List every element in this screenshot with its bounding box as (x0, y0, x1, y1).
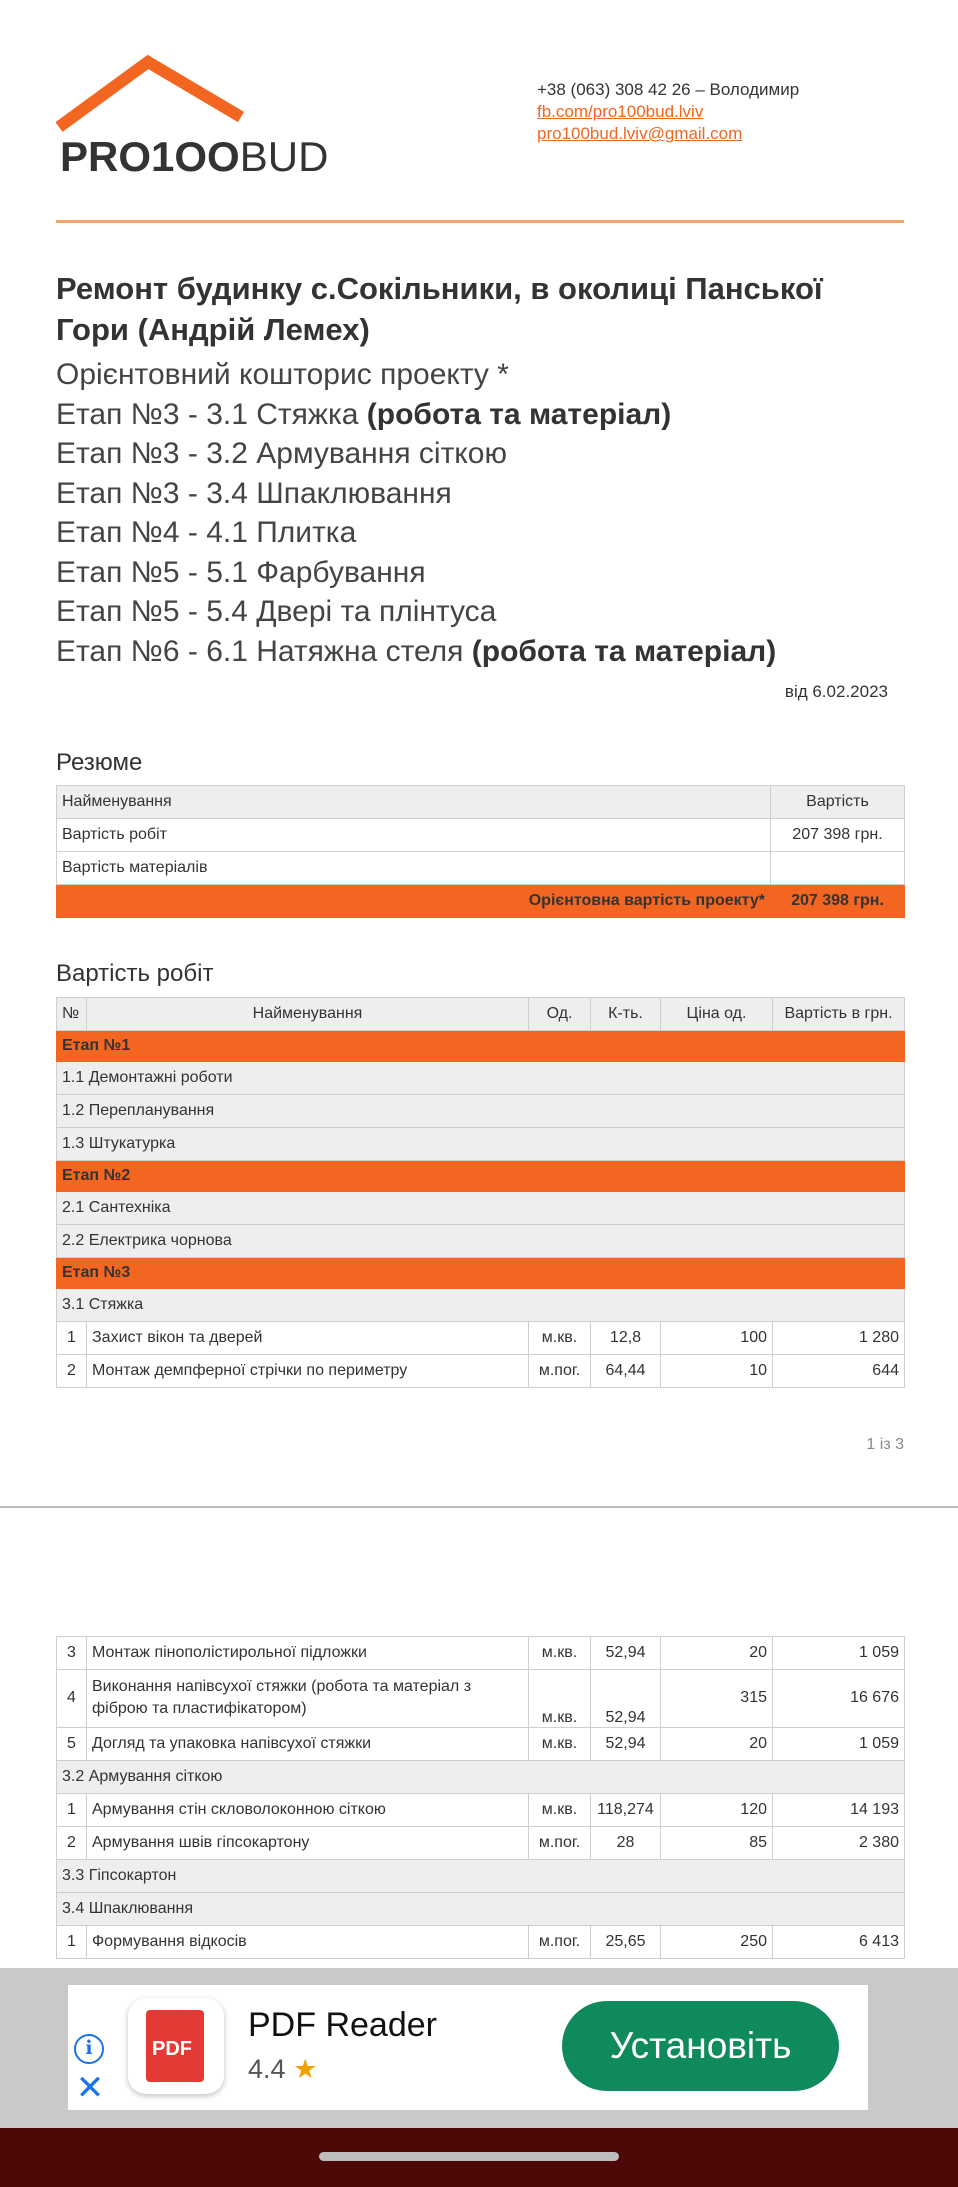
stage-line-text: Етап №5 - 5.4 Двері та плінтуса (56, 595, 497, 628)
item-cost: 1 059 (773, 1636, 905, 1669)
stage-line-text: Орієнтовний кошторис проекту * (56, 358, 509, 391)
item-name: Формування відкосів (87, 1925, 529, 1958)
item-name: Догляд та упаковка напівсухої стяжки (87, 1727, 529, 1760)
item-num: 1 (57, 1322, 87, 1355)
company-logo (56, 55, 336, 180)
stage-title: Етап №2 (57, 1161, 905, 1192)
item-qty: 25,65 (591, 1925, 661, 1958)
subsection-title: 3.4 Шпаклювання (57, 1892, 905, 1925)
item-qty: 64,44 (591, 1355, 661, 1388)
item-name: Захист вікон та дверей (87, 1322, 529, 1355)
work-item-row (57, 1826, 905, 1859)
subsection-row (57, 1062, 905, 1095)
work-item-row (57, 1355, 905, 1388)
stage-line-text: Етап №4 - 4.1 Плитка (56, 516, 357, 549)
summary-row (57, 819, 905, 852)
estimate-stage-line (56, 592, 916, 632)
logo-bold-text: PRO1OO (60, 133, 240, 180)
work-item-row (57, 1669, 905, 1727)
work-item-row (57, 1727, 905, 1760)
stage-line-text: Етап №5 - 5.1 Фарбування (56, 555, 426, 589)
item-unit: м.пог. (529, 1826, 591, 1859)
item-unit: м.кв. (529, 1669, 591, 1727)
stage-row (57, 1031, 905, 1062)
summary-col-name: Найменування (57, 786, 771, 819)
stage-title: Етап №3 (57, 1258, 905, 1289)
home-gesture-handle[interactable] (319, 2152, 619, 2161)
summary-col-cost: Вартість (771, 786, 905, 819)
item-num: 4 (57, 1669, 87, 1727)
summary-total-row (57, 885, 905, 918)
ad-rating (248, 2054, 317, 2085)
col-qty: К-ть. (591, 998, 661, 1031)
work-item-row (57, 1636, 905, 1669)
item-price: 20 (661, 1636, 773, 1669)
close-icon[interactable]: ✕ (75, 2069, 105, 2107)
item-num: 1 (57, 1925, 87, 1958)
item-qty: 52,94 (591, 1669, 661, 1727)
summary-row-label: Вартість матеріалів (57, 852, 771, 885)
install-button[interactable]: Установіть (562, 2001, 839, 2091)
subsection-row (57, 1289, 905, 1322)
item-qty: 12,8 (591, 1322, 661, 1355)
item-unit: м.кв. (529, 1793, 591, 1826)
work-item-row (57, 1925, 905, 1958)
item-name: Монтаж пінополістирольної підложки (87, 1636, 529, 1669)
document-page-2 (0, 1508, 958, 1968)
stage-row (57, 1258, 905, 1289)
estimate-stage-line (56, 355, 916, 395)
subsection-title: 3.3 Гіпсокартон (57, 1859, 905, 1892)
estimate-stage-line (56, 632, 916, 672)
item-unit: м.кв. (529, 1636, 591, 1669)
pdf-app-icon[interactable] (128, 1998, 224, 2094)
item-num: 5 (57, 1727, 87, 1760)
works-header-row (57, 998, 905, 1031)
pdf-icon-label: PDF (152, 2038, 192, 2060)
summary-total-label: Орієнтовна вартість проекту* (57, 885, 771, 918)
subsection-title: 1.3 Штукатурка (57, 1128, 905, 1161)
subsection-row (57, 1095, 905, 1128)
subsection-row (57, 1760, 905, 1793)
estimate-stage-line (56, 553, 916, 593)
item-price: 250 (661, 1925, 773, 1958)
item-name: Монтаж демпферної стрічки по периметру (87, 1355, 529, 1388)
summary-total-value: 207 398 грн. (771, 885, 905, 918)
item-qty: 28 (591, 1826, 661, 1859)
item-price: 100 (661, 1322, 773, 1355)
item-name: Виконання напівсухої стяжки (робота та матеріал з фіброю та пластифікатором) (87, 1669, 529, 1727)
subsection-row (57, 1192, 905, 1225)
header-divider (56, 220, 904, 223)
estimate-stage-line (56, 474, 916, 514)
summary-row-label: Вартість робіт (57, 819, 771, 852)
item-qty: 52,94 (591, 1636, 661, 1669)
subsection-row (57, 1892, 905, 1925)
subsection-row (57, 1859, 905, 1892)
item-cost: 6 413 (773, 1925, 905, 1958)
work-item-row (57, 1322, 905, 1355)
stage-title: Етап №1 (57, 1031, 905, 1062)
item-name: Армування стін скловолоконною сіткою (87, 1793, 529, 1826)
item-cost: 1 059 (773, 1727, 905, 1760)
col-unit: Од. (529, 998, 591, 1031)
subsection-row (57, 1225, 905, 1258)
col-num: № (57, 998, 87, 1031)
stage-line-text: Етап №3 - 3.2 Армування сіткою (56, 437, 507, 470)
work-item-row (57, 1793, 905, 1826)
logo-thin-text: BUD (239, 133, 329, 180)
item-cost: 16 676 (773, 1669, 905, 1727)
stage-row (57, 1161, 905, 1192)
summary-table (56, 785, 905, 918)
star-icon: ★ (293, 2054, 318, 2084)
summary-header-row (57, 786, 905, 819)
col-cost: Вартість в грн. (773, 998, 905, 1031)
page-counter: 1 із 3 (866, 1436, 904, 1453)
works-table (56, 997, 905, 1388)
item-price: 20 (661, 1727, 773, 1760)
email-link[interactable]: pro100bud.lviv@gmail.com (537, 124, 743, 143)
subsection-title: 1.2 Перепланування (57, 1095, 905, 1128)
item-num: 3 (57, 1636, 87, 1669)
works-heading: Вартість робіт (56, 960, 214, 987)
estimate-stage-line (56, 513, 916, 553)
item-price: 85 (661, 1826, 773, 1859)
subsection-title: 2.2 Електрика чорнова (57, 1225, 905, 1258)
ad-app-name[interactable]: PDF Reader (248, 2006, 437, 2044)
item-unit: м.пог. (529, 1925, 591, 1958)
item-name: Армування швів гіпсокартону (87, 1826, 529, 1859)
item-cost: 644 (773, 1355, 905, 1388)
subsection-title: 2.1 Сантехніка (57, 1192, 905, 1225)
item-num: 2 (57, 1355, 87, 1388)
item-qty: 52,94 (591, 1727, 661, 1760)
item-cost: 14 193 (773, 1793, 905, 1826)
document-date: від 6.02.2023 (784, 682, 888, 701)
item-unit: м.кв. (529, 1322, 591, 1355)
subsection-title: 3.2 Армування сіткою (57, 1760, 905, 1793)
item-unit: м.кв. (529, 1727, 591, 1760)
estimate-stage-list (56, 355, 916, 671)
col-name: Найменування (87, 998, 529, 1031)
item-cost: 2 380 (773, 1826, 905, 1859)
roof-icon (56, 55, 256, 135)
item-price: 315 (661, 1669, 773, 1727)
summary-heading: Резюме (56, 749, 143, 776)
stage-line-note: (робота та матеріал) (471, 634, 777, 668)
stage-line-text: Етап №3 - 3.1 Стяжка (56, 397, 367, 431)
document-title: Ремонт будинку с.Сокільники, в околиці Панської Гори (Андрій Лемех) (56, 271, 823, 347)
col-price: Ціна од. (661, 998, 773, 1031)
facebook-link[interactable]: fb.com/pro100bud.lviv (537, 102, 704, 121)
item-price: 120 (661, 1793, 773, 1826)
summary-row-value: 207 398 грн. (771, 819, 905, 852)
subsection-title: 3.1 Стяжка (57, 1289, 905, 1322)
subsection-title: 1.1 Демонтажні роботи (57, 1062, 905, 1095)
stage-line-note: (робота та матеріал) (366, 397, 672, 431)
contact-phone: +38 (063) 308 42 26 – Володимир (537, 80, 800, 99)
item-price: 10 (661, 1355, 773, 1388)
item-num: 1 (57, 1793, 87, 1826)
info-icon[interactable]: i (74, 2034, 104, 2064)
subsection-row (57, 1128, 905, 1161)
contacts-block (537, 79, 799, 145)
summary-row (57, 852, 905, 885)
estimate-stage-line (56, 395, 916, 435)
item-unit: м.пог. (529, 1355, 591, 1388)
stage-line-text: Етап №6 - 6.1 Натяжна стеля (56, 634, 472, 668)
item-cost: 1 280 (773, 1322, 905, 1355)
item-num: 2 (57, 1826, 87, 1859)
works-table-continued (56, 1636, 905, 1959)
estimate-stage-line (56, 434, 916, 474)
summary-row-value (771, 852, 905, 885)
stage-line-text: Етап №3 - 3.4 Шпаклювання (56, 476, 452, 510)
item-qty: 118,274 (591, 1793, 661, 1826)
ad-rating-value: 4.4 (248, 2054, 286, 2084)
